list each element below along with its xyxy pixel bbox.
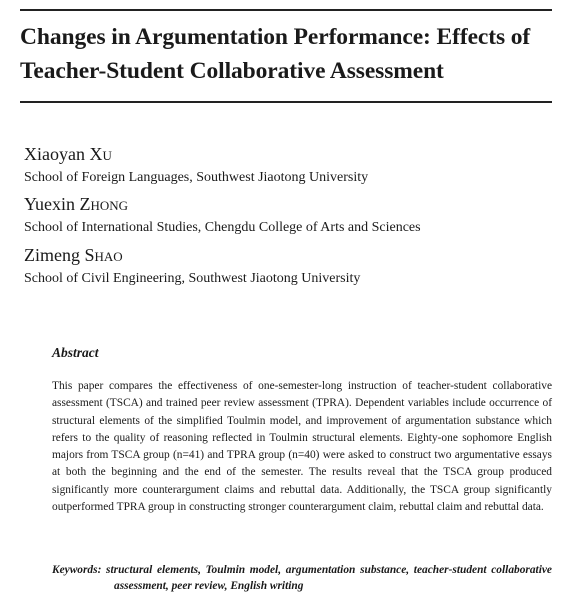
- keywords-list: structural elements, Toulmin model, argumentation substance, teacher-student collaborative assessment, peer review, English writing: [106, 564, 552, 592]
- title-bottom-rule: [20, 101, 552, 103]
- author-affiliation-1: School of Foreign Languages, Southwest Jiaotong University: [24, 170, 369, 185]
- author-affiliation-2: School of International Studies, Chengdu College of Arts and Sciences: [24, 220, 421, 235]
- author-name-3: [24, 244, 123, 266]
- keywords: [52, 562, 552, 594]
- author-name-1: [24, 143, 112, 165]
- author-family-name: Shao: [84, 245, 123, 265]
- top-rule: [20, 9, 552, 11]
- abstract-heading: Abstract: [52, 345, 99, 360]
- author-given-name: Xiaoyan: [24, 144, 90, 164]
- author-family-name: Xu: [89, 144, 112, 164]
- keywords-label: Keywords:: [52, 564, 102, 576]
- author-family-name: Zhong: [79, 194, 129, 214]
- author-affiliation-3: School of Civil Engineering, Southwest Jiaotong University: [24, 271, 361, 286]
- author-given-name: Zimeng: [24, 245, 85, 265]
- author-given-name: Yuexin: [24, 194, 80, 214]
- author-name-2: [24, 193, 128, 215]
- paper-title: Changes in Argumentation Performance: Effects of Teacher-Student Collaborative Assessment: [20, 24, 531, 84]
- abstract-body: This paper compares the effectiveness of one-semester-long instruction of teacher-student collaborative assessment (TSCA) and trained peer review assessment (TPRA). Dependent variables include occurrence of structural elements of the simplified Toulmin model, and improvement of argumentation substance which refers to the quality of reasoning reflected in Toulmin structural elements. Eighty-one sophomore English majors from TSCA group (n=41) and TPRA group (n=40) were asked to construct two argumentative essays at both the beginning and the end of the semester. The results reveal that the TSCA group produced significantly more counterargument claims and rebuttal data. Additionally, the TSCA group significantly outperformed TPRA group in constructing stronger counterargument claim, rebuttal claim and rebuttal data.: [52, 380, 552, 514]
